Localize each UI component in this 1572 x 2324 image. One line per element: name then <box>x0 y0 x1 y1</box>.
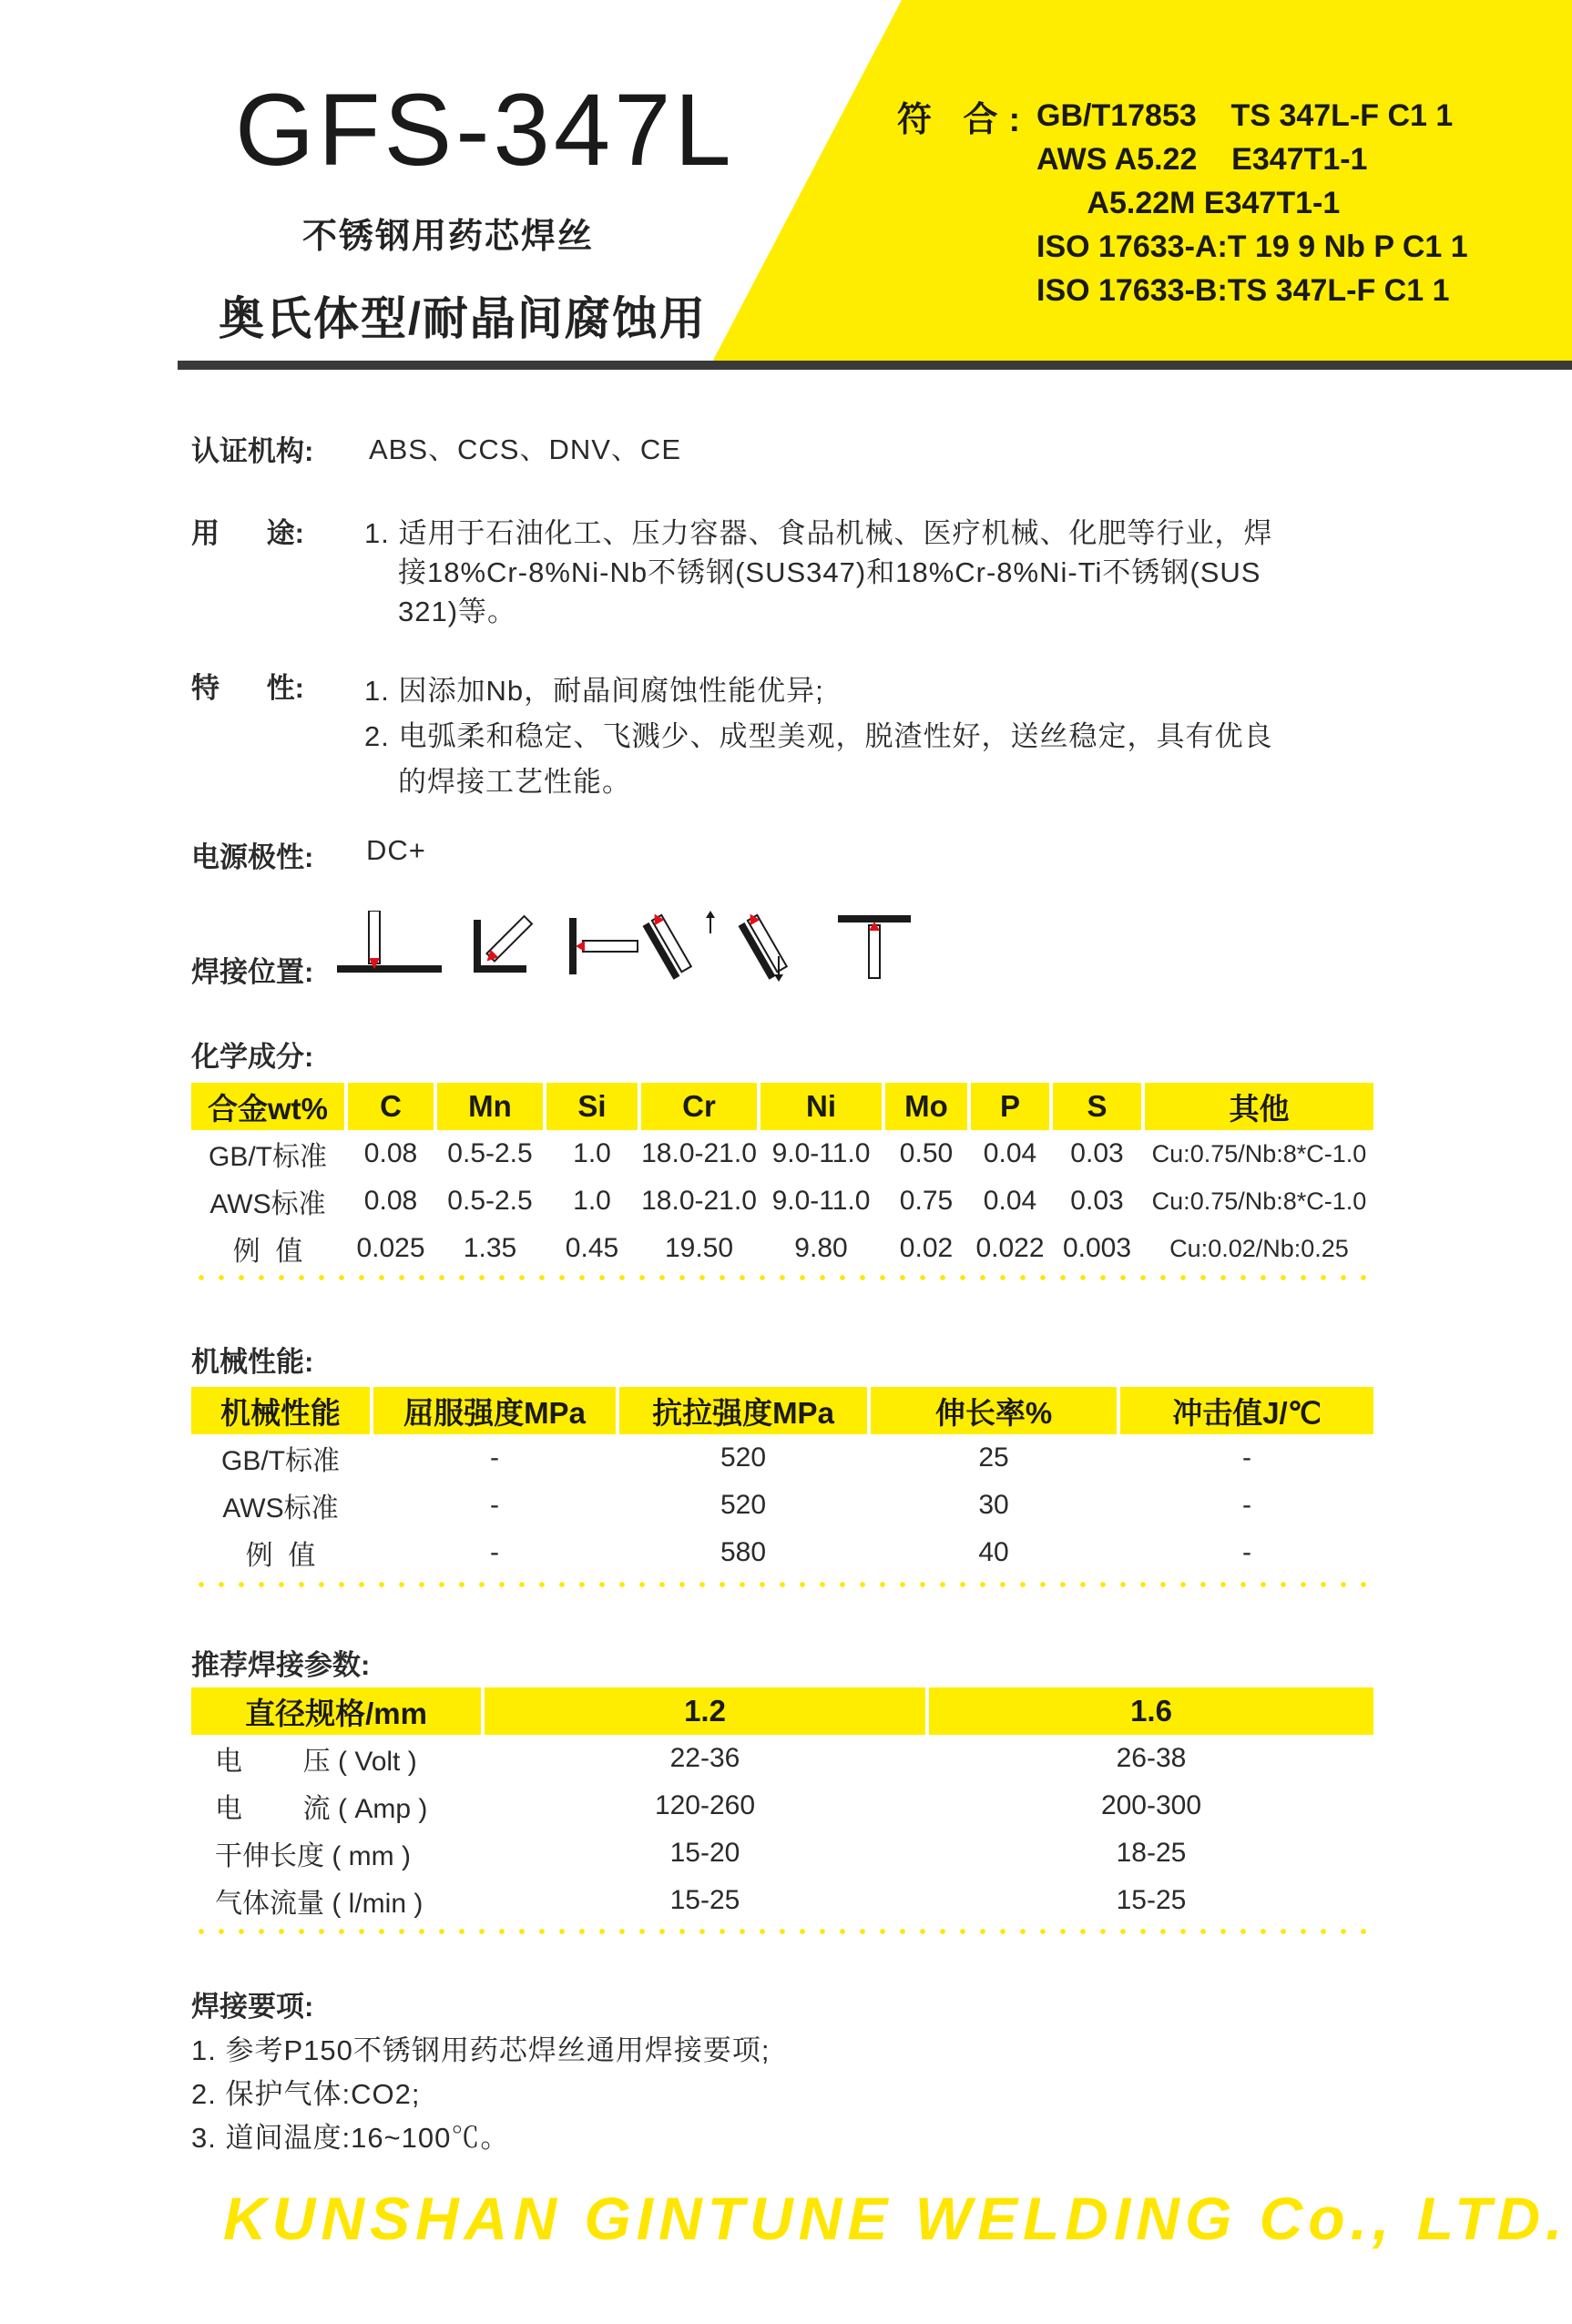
notes-line: 2. 保护气体:CO2; <box>191 2078 421 2110</box>
mechanical-cell: 25 <box>978 1442 1009 1473</box>
chemistry-title: 化学成分: <box>191 1041 314 1073</box>
chemistry-header-cell: Ni <box>760 1083 882 1130</box>
chemistry-cell: 1.35 <box>463 1233 517 1263</box>
parameters-row <box>191 1735 1373 1782</box>
product-title: GFS-347L <box>235 73 735 187</box>
parameters-row <box>191 1877 1373 1924</box>
mechanical-cell: 40 <box>978 1537 1009 1567</box>
mechanical-row <box>191 1434 1373 1482</box>
company-name-footer: KUNSHAN GINTUNE WELDING Co., LTD. <box>223 2185 1568 2252</box>
parameters-cell: 18-25 <box>1116 1838 1187 1868</box>
parameters-cell: 气体流量 ( l/min ) <box>215 1889 424 1919</box>
parameters-cell: 15-25 <box>669 1885 740 1915</box>
chemistry-row <box>191 1225 1373 1272</box>
mechanical-cell: - <box>1242 1537 1251 1567</box>
chemistry-cell: 0.04 <box>983 1138 1037 1168</box>
chemistry-cell: 9.80 <box>794 1233 848 1263</box>
mechanical-cell: - <box>490 1490 499 1520</box>
mechanical-table <box>191 1387 1373 1576</box>
mechanical-header-row <box>191 1387 1373 1434</box>
mechanical-header-cell: 机械性能 <box>191 1387 370 1434</box>
mechanical-cell: 580 <box>720 1537 767 1567</box>
usage-label: 用 途: <box>191 517 304 549</box>
chemistry-cell: 0.75 <box>899 1186 954 1216</box>
chemistry-cell: 19.50 <box>664 1233 734 1263</box>
chemistry-cell: 0.45 <box>565 1233 619 1263</box>
parameters-cell: 200-300 <box>1100 1790 1202 1820</box>
chemistry-row <box>191 1130 1373 1177</box>
chemistry-cell: 0.025 <box>356 1233 425 1263</box>
vertical-up-icon <box>640 911 715 980</box>
standards-label: 符 合: <box>897 101 1032 139</box>
chemistry-cell: 9.0-11.0 <box>771 1138 871 1168</box>
mechanical-title: 机械性能: <box>191 1346 314 1378</box>
chemistry-header-cell: C <box>348 1083 434 1130</box>
parameters-header-row <box>191 1687 1373 1735</box>
chemistry-cell: 1.0 <box>573 1138 611 1168</box>
mechanical-cell: - <box>1242 1490 1251 1520</box>
parameters-dotted-divider <box>191 1929 1373 1934</box>
chemistry-dotted-divider <box>191 1275 1373 1280</box>
chemistry-cell: Cu:0.75/Nb:8*C-1.0 <box>1151 1139 1367 1167</box>
features-label: 特 性: <box>191 672 304 704</box>
parameters-cell: 电 压 ( Volt ) <box>215 1747 417 1777</box>
chemistry-cell: 0.08 <box>363 1186 418 1216</box>
positions-label: 焊接位置: <box>191 956 314 988</box>
chemistry-cell: 18.0-21.0 <box>641 1186 757 1216</box>
features-line: 2. 电弧柔和稳定、飞溅少、成型美观，脱渣性好，送丝稳定，具有优良 <box>364 720 1273 752</box>
mechanical-header-cell: 伸长率% <box>871 1387 1117 1434</box>
vertical-down-icon <box>736 912 788 982</box>
parameters-header-cell: 直径规格/mm <box>191 1687 481 1735</box>
mechanical-row <box>191 1529 1373 1576</box>
parameters-cell: 22-36 <box>669 1743 740 1773</box>
mechanical-dotted-divider <box>191 1582 1373 1587</box>
header-divider <box>178 361 1572 370</box>
mechanical-cell: AWS标准 <box>222 1493 339 1524</box>
standard-line: ISO 17633-B:TS 347L-F C1 1 <box>1036 273 1450 308</box>
parameters-cell: 15-25 <box>1116 1885 1187 1915</box>
chemistry-cell: 0.02 <box>899 1233 954 1263</box>
mechanical-header-cell: 冲击值J/℃ <box>1120 1387 1373 1434</box>
chemistry-cell: 例 值 <box>232 1237 303 1267</box>
mechanical-cell: 520 <box>720 1442 767 1473</box>
chemistry-cell: 0.03 <box>1070 1138 1124 1168</box>
chemistry-cell: Cu:0.02/Nb:0.25 <box>1169 1234 1349 1262</box>
mechanical-cell: 520 <box>720 1490 767 1520</box>
mechanical-cell: - <box>490 1442 499 1473</box>
standard-line: ISO 17633-A:T 19 9 Nb P C1 1 <box>1036 229 1468 264</box>
standard-line: A5.22M E347T1-1 <box>1036 186 1341 220</box>
overhead-position-icon <box>838 915 911 978</box>
usage-line: 321)等。 <box>398 596 517 627</box>
welding-positions-icons <box>337 911 929 984</box>
certification-label: 认证机构: <box>191 435 314 467</box>
chemistry-header-row <box>191 1083 1373 1130</box>
polarity-value: DC+ <box>366 834 426 866</box>
horizontal-fillet-icon <box>474 916 532 973</box>
parameters-cell: 干伸长度 ( mm ) <box>215 1841 411 1871</box>
parameters-cell: 15-20 <box>669 1838 740 1868</box>
parameters-header-cell: 1.6 <box>929 1687 1373 1735</box>
mechanical-cell: GB/T标准 <box>220 1446 340 1476</box>
parameters-row <box>191 1830 1373 1877</box>
chemistry-header-cell: 合金wt% <box>191 1083 344 1130</box>
product-subtitle: 不锈钢用药芯焊丝 <box>302 218 595 256</box>
chemistry-header-cell: Cr <box>641 1083 757 1130</box>
features-line: 的焊接工艺性能。 <box>398 766 631 798</box>
parameters-row <box>191 1782 1373 1830</box>
mechanical-header-cell: 抗拉强度MPa <box>619 1387 867 1434</box>
chemistry-cell: 1.0 <box>573 1186 611 1216</box>
flat-position-icon <box>337 911 442 973</box>
chemistry-cell: 9.0-11.0 <box>771 1186 871 1216</box>
chemistry-cell: 18.0-21.0 <box>641 1138 757 1168</box>
chemistry-header-cell: Mn <box>437 1083 543 1130</box>
polarity-label: 电源极性: <box>191 841 314 873</box>
chemistry-header-cell: P <box>971 1083 1049 1130</box>
mechanical-row <box>191 1482 1373 1529</box>
parameters-title: 推荐焊接参数: <box>191 1649 371 1681</box>
parameters-table <box>191 1687 1373 1924</box>
horizontal-position-icon <box>569 918 638 974</box>
chemistry-table <box>191 1083 1373 1272</box>
parameters-cell: 26-38 <box>1116 1743 1187 1773</box>
parameters-cell: 120-260 <box>654 1790 756 1820</box>
chemistry-row <box>191 1177 1373 1225</box>
chemistry-header-cell: Si <box>546 1083 638 1130</box>
chemistry-header-cell: Mo <box>885 1083 967 1130</box>
chemistry-cell: 0.08 <box>363 1138 418 1168</box>
mechanical-header-cell: 屈服强度MPa <box>373 1387 616 1434</box>
chemistry-cell: AWS标准 <box>209 1189 326 1219</box>
chemistry-cell: Cu:0.75/Nb:8*C-1.0 <box>1151 1187 1367 1215</box>
standard-line: GB/T17853 TS 347L-F C1 1 <box>1036 98 1454 133</box>
usage-line: 接18%Cr-8%Ni-Nb不锈钢(SUS347)和18%Cr-8%Ni-Ti不锈钢(SUS <box>398 556 1261 588</box>
parameters-cell: 电 流 ( Amp ) <box>215 1794 428 1824</box>
features-line: 1. 因添加Nb，耐晶间腐蚀性能优异; <box>364 675 824 707</box>
parameters-header-cell: 1.2 <box>485 1687 925 1735</box>
notes-line: 3. 道间温度:16~100℃。 <box>191 2122 510 2154</box>
mechanical-cell: - <box>490 1537 499 1567</box>
mechanical-cell: 例 值 <box>245 1541 316 1571</box>
product-category: 奥氏体型/耐晶间腐蚀用 <box>219 293 707 344</box>
chemistry-cell: GB/T标准 <box>208 1142 327 1172</box>
chemistry-cell: 0.5-2.5 <box>447 1138 533 1168</box>
notes-line: 1. 参考P150不锈钢用药芯焊丝通用焊接要项; <box>191 2034 771 2066</box>
chemistry-header-cell: 其他 <box>1145 1083 1373 1130</box>
chemistry-cell: 0.03 <box>1070 1186 1124 1216</box>
chemistry-cell: 0.50 <box>899 1138 954 1168</box>
chemistry-cell: 0.022 <box>975 1233 1045 1263</box>
mechanical-cell: - <box>1242 1442 1251 1473</box>
notes-title: 焊接要项: <box>191 1991 314 2023</box>
mechanical-cell: 30 <box>978 1490 1009 1520</box>
usage-line: 1. 适用于石油化工、压力容器、食品机械、医疗机械、化肥等行业，焊 <box>364 517 1273 549</box>
standard-line: AWS A5.22 E347T1-1 <box>1036 142 1368 177</box>
chemistry-cell: 0.5-2.5 <box>447 1186 533 1216</box>
chemistry-cell: 0.003 <box>1062 1233 1132 1263</box>
certification-value: ABS、CCS、DNV、CE <box>369 433 681 465</box>
chemistry-header-cell: S <box>1053 1083 1141 1130</box>
chemistry-cell: 0.04 <box>983 1186 1037 1216</box>
